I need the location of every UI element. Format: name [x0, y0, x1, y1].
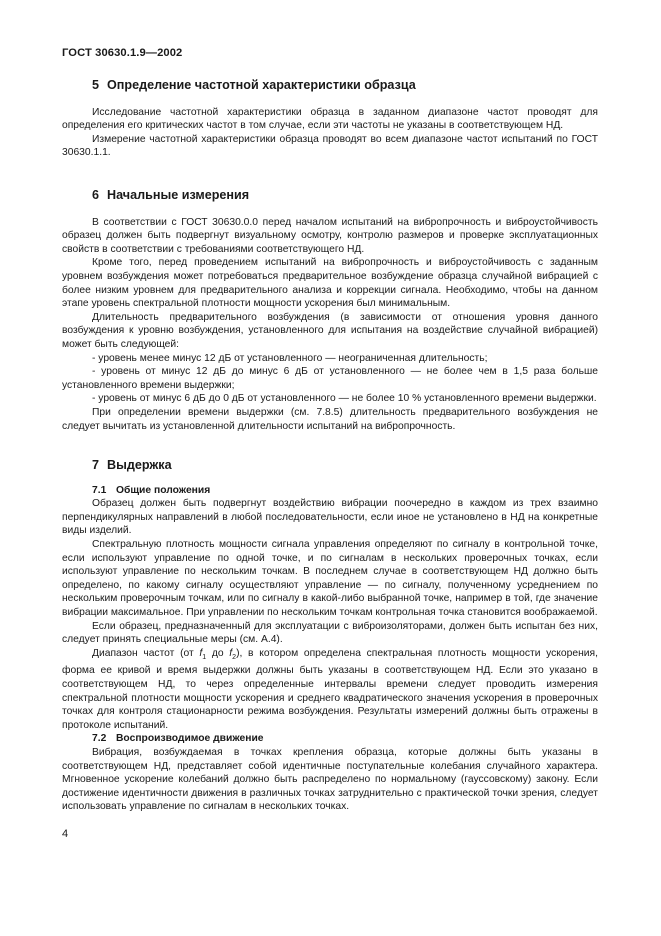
frequency-symbol: f	[199, 647, 203, 659]
section-7-heading	[62, 459, 598, 473]
paragraph: Спектральную плотность мощности сигнала управления определяют по сигналу в контрольной точке, если используют управление по одной точке, и по сигналам в нескольких проверочных точках, если используют управление по нескольким точкам. В последнем случае в соответствующем НД должно быть определено, по какому сигналу осуществляют управление — по сигналу, полученному усреднением по нескольким проверочным точкам, или по сигналу в какой-либо выбранной точке, например в той, где значение вибрации максимальное. При управлении по нескольким точкам контрольная точка становится воображаемой.	[62, 538, 598, 618]
text-fragment: Диапазон частот (от	[92, 647, 200, 659]
paragraph: Длительность предварительного возбуждения (в зависимости от отношения уровня данного возбуждения к уровню возбуждения, установленного для испытания на воздействие случайной вибрацией) может быть следующей:	[62, 311, 598, 350]
paragraph: В соответствии с ГОСТ 30630.0.0 перед началом испытаний на вибропрочность и виброустойчивость образец должен быть подвергнут визуальному осмотру, контролю размеров и проверке эксплуатационных свойств в соответствии с требованиями соответствующего НД.	[62, 216, 598, 255]
subsection-title: Воспроизводимое движение	[116, 733, 264, 745]
subsection-title: Общие положения	[116, 484, 211, 496]
subsection-number: 7.1	[92, 484, 107, 496]
frequency-subscript: 2	[232, 653, 237, 661]
section-number: 7	[92, 458, 100, 472]
text-fragment: ), в котором определена спектральная плотность мощности ускорения, форма ее кривой и время выдержки должны быть указаны в соответствующем НД. Если это указано в соответствующем НД, то через определенные интервалы времени следует проводить измерения спектральной плотности мощности ускорения и среднего квадратического значения ускорения в проверочных точках для контроля стационарности режима возбуждения. Результаты измерений должны быть отражены в протоколе испытаний.	[62, 647, 598, 731]
frequency-subscript: 1	[202, 653, 207, 661]
paragraph	[62, 647, 598, 733]
section-7	[62, 459, 598, 814]
subsection-number: 7.2	[92, 733, 107, 745]
paragraph: Кроме того, перед проведением испытаний на вибропрочность и виброустойчивость с заданным уровнем возбуждения может потребоваться предварительное возбуждение образца случайной вибрацией с более низким уровнем для предварительного анализа и коррекции сигнала. Необходимо, чтобы на данном этапе уровень спектральной плотности мощности ускорения был минимальным.	[62, 257, 598, 310]
page-number: 4	[62, 828, 69, 840]
text-fragment: до	[206, 647, 230, 659]
paragraph: При определении времени выдержки (см. 7.8.5) длительность предварительного возбуждения не следует вычитать из установленной длительности испытаний на вибропрочность.	[62, 406, 598, 432]
list-item: - уровень менее минус 12 дБ от установленного — неограниченная длительность;	[92, 352, 488, 364]
section-5-heading	[62, 79, 598, 93]
paragraph: Образец должен быть подвергнут воздействию вибрации поочередно в каждом из трех взаимно перпендикулярных направлений в любой последовательности, если иное не установлено в НД на конкретные виды изделий.	[62, 498, 598, 537]
list-item: - уровень от минус 6 дБ до 0 дБ от установленного — не более 10 % установленного времени выдержки.	[92, 393, 597, 405]
paragraph: Измерение частотной характеристики образца проводят во всем диапазоне частот испытаний по ГОСТ 30630.1.1.	[62, 133, 598, 159]
section-title: Определение частотной характеристики образца	[107, 78, 416, 92]
frequency-symbol: f	[229, 647, 233, 659]
paragraph: Вибрация, возбуждаемая в точках крепления образца, которые должны быть указаны в соответствующем НД, представляет собой идентичные поступательные колебания случайного характера. Мгновенное ускорение колебаний должно быть распределено по нормальному (гауссовскому) закону. Если достижение идентичности движения в различных точках затруднительно с практической точки зрения, следует использовать управление по сигналам в нескольких точках.	[62, 746, 598, 813]
standard-header: ГОСТ 30630.1.9—2002	[62, 47, 183, 59]
section-5	[62, 79, 598, 160]
section-number: 6	[92, 188, 100, 202]
section-number: 5	[92, 78, 100, 92]
paragraph: Исследование частотной характеристики образца в заданном диапазоне частот проводят для определения его критических частот в том случае, если эти частоты не указаны в соответствующем НД.	[62, 106, 598, 132]
section-6-heading	[62, 189, 598, 203]
paragraph: Если образец, предназначенный для эксплуатации с виброизоляторами, должен быть испытан без них, следует принять специальные меры (см. А.4).	[62, 620, 598, 646]
list-item: - уровень от минус 12 дБ до минус 6 дБ от установленного — не более чем в 1,5 раза больше установленного времени выдержки;	[62, 366, 598, 391]
section-title: Начальные измерения	[107, 188, 250, 202]
section-6	[62, 189, 598, 433]
subsection-7-1-heading	[62, 484, 598, 498]
subsection-7-2-heading	[62, 732, 598, 746]
section-title: Выдержка	[107, 458, 172, 472]
